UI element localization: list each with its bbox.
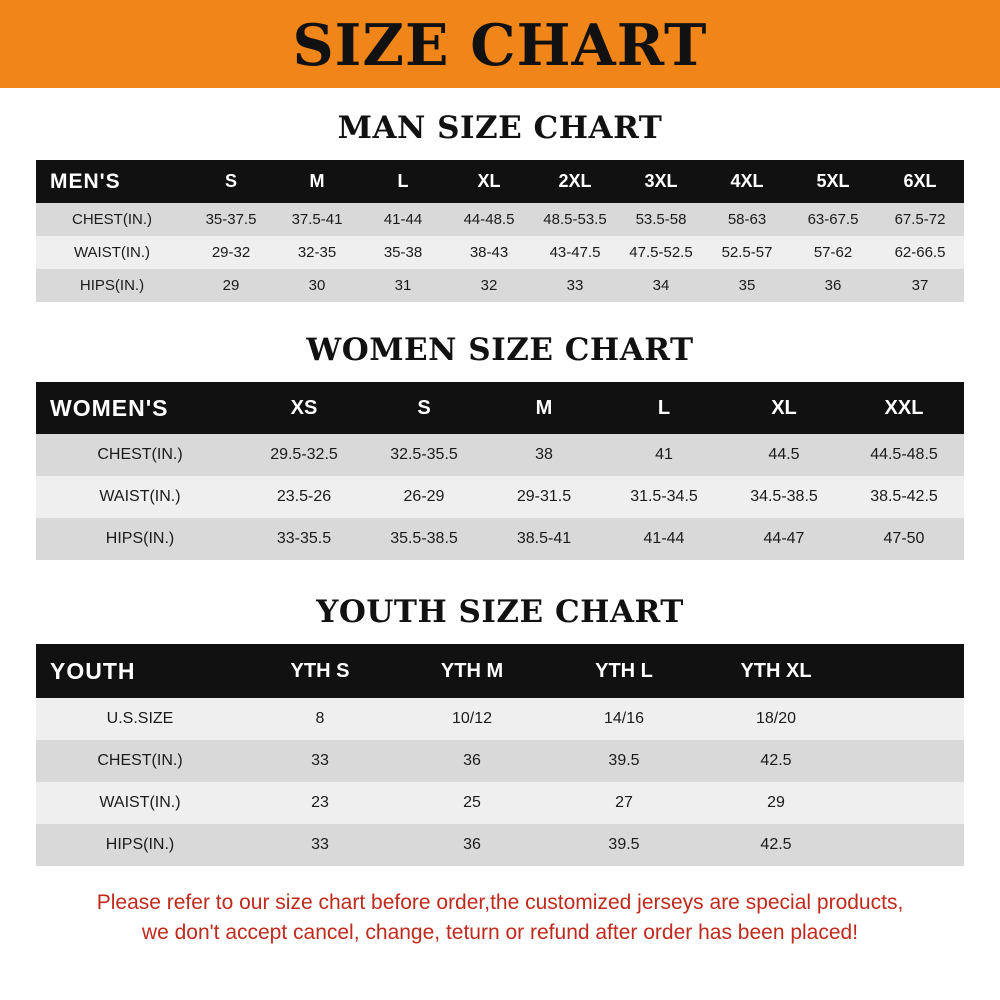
youth-ussize-4: 18/20 [700, 698, 852, 740]
man-chest-1: 35-37.5 [188, 203, 274, 236]
women-size-table [36, 382, 964, 560]
youth-col-4: YTH XL [700, 644, 852, 698]
women-waist-2: 26-29 [364, 476, 484, 518]
youth-hips-4: 42.5 [700, 824, 852, 866]
youth-chest-1: 33 [244, 740, 396, 782]
youth-row-label-hips: HIPS(IN.) [36, 824, 244, 866]
women-hips-6: 47-50 [844, 518, 964, 560]
youth-section-title: YOUTH SIZE CHART [316, 594, 684, 630]
table-row [36, 269, 964, 302]
man-table-body [36, 203, 964, 302]
youth-col-2: YTH M [396, 644, 548, 698]
women-corner-label: WOMEN'S [36, 382, 244, 434]
women-hips-3: 38.5-41 [484, 518, 604, 560]
man-corner-label: MEN'S [36, 160, 188, 203]
table-row [36, 434, 964, 476]
man-waist-7: 52.5-57 [704, 236, 790, 269]
table-row [36, 203, 964, 236]
women-waist-5: 34.5-38.5 [724, 476, 844, 518]
women-col-2: S [364, 382, 484, 434]
women-hips-1: 33-35.5 [244, 518, 364, 560]
man-hips-1: 29 [188, 269, 274, 302]
youth-waist-1: 23 [244, 782, 396, 824]
youth-chest-3: 39.5 [548, 740, 700, 782]
youth-row-label-chest: CHEST(IN.) [36, 740, 244, 782]
man-chest-4: 44-48.5 [446, 203, 532, 236]
women-chest-4: 41 [604, 434, 724, 476]
youth-ussize-1: 8 [244, 698, 396, 740]
youth-size-table [36, 644, 964, 866]
women-waist-1: 23.5-26 [244, 476, 364, 518]
man-chest-8: 63-67.5 [790, 203, 876, 236]
women-hips-2: 35.5-38.5 [364, 518, 484, 560]
table-row [36, 782, 964, 824]
women-row-label-chest: CHEST(IN.) [36, 434, 244, 476]
youth-table-header [36, 644, 964, 698]
man-waist-5: 43-47.5 [532, 236, 618, 269]
youth-cell-spacer [852, 740, 964, 782]
youth-chest-2: 36 [396, 740, 548, 782]
note-line-2: we don't accept cancel, change, teturn or refund after order has been placed! [141, 920, 859, 944]
women-row-label-waist: WAIST(IN.) [36, 476, 244, 518]
man-hips-7: 35 [704, 269, 790, 302]
youth-row-label-ussize: U.S.SIZE [36, 698, 244, 740]
man-size-section [0, 110, 1000, 302]
table-header-row [36, 160, 964, 203]
man-col-2: M [274, 160, 360, 203]
table-row [36, 824, 964, 866]
women-col-1: XS [244, 382, 364, 434]
order-policy-note [28, 888, 972, 948]
women-waist-6: 38.5-42.5 [844, 476, 964, 518]
women-col-4: L [604, 382, 724, 434]
women-section-title: WOMEN SIZE CHART [306, 332, 694, 368]
man-row-label-hips: HIPS(IN.) [36, 269, 188, 302]
women-waist-4: 31.5-34.5 [604, 476, 724, 518]
youth-cell-spacer [852, 824, 964, 866]
man-chest-3: 41-44 [360, 203, 446, 236]
man-col-9: 6XL [876, 160, 964, 203]
man-size-table [36, 160, 964, 302]
women-table-body [36, 434, 964, 560]
youth-ussize-3: 14/16 [548, 698, 700, 740]
youth-cell-spacer [852, 698, 964, 740]
women-chest-3: 38 [484, 434, 604, 476]
women-hips-5: 44-47 [724, 518, 844, 560]
table-row [36, 740, 964, 782]
man-row-label-chest: CHEST(IN.) [36, 203, 188, 236]
youth-col-1: YTH S [244, 644, 396, 698]
women-col-5: XL [724, 382, 844, 434]
youth-hips-3: 39.5 [548, 824, 700, 866]
youth-waist-3: 27 [548, 782, 700, 824]
table-row [36, 518, 964, 560]
man-waist-2: 32-35 [274, 236, 360, 269]
man-col-6: 3XL [618, 160, 704, 203]
man-hips-5: 33 [532, 269, 618, 302]
man-col-5: 2XL [532, 160, 618, 203]
man-waist-8: 57-62 [790, 236, 876, 269]
table-row [36, 698, 964, 740]
man-col-8: 5XL [790, 160, 876, 203]
youth-ussize-2: 10/12 [396, 698, 548, 740]
women-row-label-hips: HIPS(IN.) [36, 518, 244, 560]
youth-hips-2: 36 [396, 824, 548, 866]
women-size-section [0, 332, 1000, 560]
table-row [36, 236, 964, 269]
man-hips-3: 31 [360, 269, 446, 302]
man-hips-6: 34 [618, 269, 704, 302]
man-chest-7: 58-63 [704, 203, 790, 236]
man-hips-2: 30 [274, 269, 360, 302]
man-hips-9: 37 [876, 269, 964, 302]
man-table-header [36, 160, 964, 203]
page-banner [0, 0, 1000, 88]
man-waist-1: 29-32 [188, 236, 274, 269]
note-line-1: Please refer to our size chart before order,the customized jerseys are special products, [96, 891, 904, 914]
youth-waist-2: 25 [396, 782, 548, 824]
youth-hips-1: 33 [244, 824, 396, 866]
man-hips-4: 32 [446, 269, 532, 302]
man-row-label-waist: WAIST(IN.) [36, 236, 188, 269]
youth-col-3: YTH L [548, 644, 700, 698]
table-header-row [36, 644, 964, 698]
man-waist-6: 47.5-52.5 [618, 236, 704, 269]
man-chest-6: 53.5-58 [618, 203, 704, 236]
man-section-title: MAN SIZE CHART [337, 110, 663, 146]
table-header-row [36, 382, 964, 434]
man-chest-5: 48.5-53.5 [532, 203, 618, 236]
man-col-7: 4XL [704, 160, 790, 203]
page-title: SIZE CHART [292, 11, 708, 79]
man-col-3: L [360, 160, 446, 203]
man-chest-2: 37.5-41 [274, 203, 360, 236]
women-chest-5: 44.5 [724, 434, 844, 476]
women-table-header [36, 382, 964, 434]
man-waist-3: 35-38 [360, 236, 446, 269]
women-col-6: XXL [844, 382, 964, 434]
youth-waist-4: 29 [700, 782, 852, 824]
women-chest-2: 32.5-35.5 [364, 434, 484, 476]
table-row [36, 476, 964, 518]
man-chest-9: 67.5-72 [876, 203, 964, 236]
women-col-3: M [484, 382, 604, 434]
women-chest-6: 44.5-48.5 [844, 434, 964, 476]
women-chest-1: 29.5-32.5 [244, 434, 364, 476]
women-hips-4: 41-44 [604, 518, 724, 560]
youth-size-section [0, 594, 1000, 866]
man-col-4: XL [446, 160, 532, 203]
youth-chest-4: 42.5 [700, 740, 852, 782]
man-col-1: S [188, 160, 274, 203]
youth-corner-label: YOUTH [36, 644, 244, 698]
youth-cell-spacer [852, 782, 964, 824]
youth-col-spacer [852, 644, 964, 698]
man-waist-9: 62-66.5 [876, 236, 964, 269]
man-hips-8: 36 [790, 269, 876, 302]
youth-row-label-waist: WAIST(IN.) [36, 782, 244, 824]
youth-table-body [36, 698, 964, 866]
women-waist-3: 29-31.5 [484, 476, 604, 518]
man-waist-4: 38-43 [446, 236, 532, 269]
